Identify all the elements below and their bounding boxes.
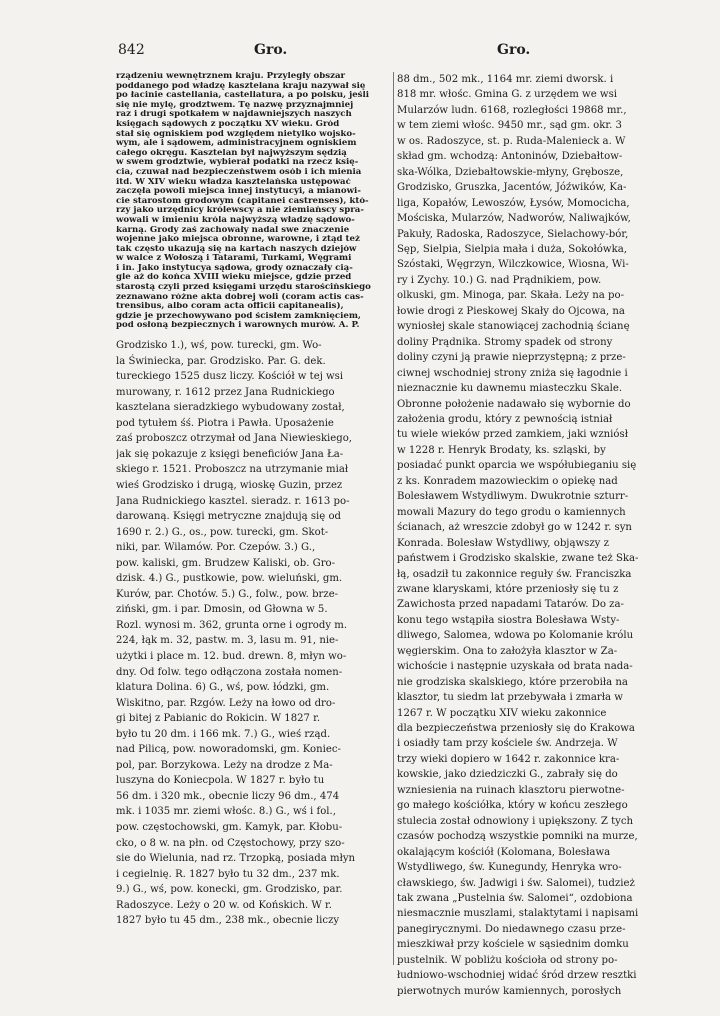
- text-line: zwane klaryskami, które przeniosły się tu z: [397, 583, 619, 595]
- text-line: Wstydliwego, św. Kunegundy, Henryka wro-: [397, 862, 622, 874]
- text-line: łowie drogi z Pieskowej Skały do Ojcowa, na: [397, 305, 625, 317]
- text-line: wieś Grodzisko i drugą, wioskę Guzin, przez: [116, 479, 343, 491]
- text-line: olkuski, gm. Minoga, par. Skała. Leży na po-: [397, 290, 625, 302]
- text-line: gle aż do końca XVIII wieku miejsce, gdzie przed: [116, 273, 352, 283]
- text-line: Pakuły, Radoska, Radoszyce, Sielachowy-bór,: [397, 228, 629, 240]
- text-line: Wiskitno, par. Rzgów. Leży na łowo od dro-: [116, 697, 336, 709]
- text-line: tureckiego 1525 dusz liczy. Kościół w tej wsi: [116, 371, 344, 383]
- text-line: łą, osadził tu zakonnice reguły św. Franciszka: [397, 568, 632, 580]
- text-line: Szóstaki, Węgrzyn, Wilczkowice, Wiosna, Wi-: [397, 259, 629, 271]
- text-line: ziński, gm. i par. Dmosin, od Głowna w 5.: [116, 604, 328, 616]
- text-line: kasztelana sieradzkiego wybudowany został,: [116, 402, 345, 414]
- text-line: 9.) G., wś, pow. konecki, gm. Grodzisko, par.: [116, 884, 343, 896]
- text-line: 1690 r. 2.) G., os., pow. turecki, gm. Skot-: [116, 526, 329, 538]
- text-line: sie do Wielunia, nad rz. Trzopką, posiada młyn: [116, 853, 356, 865]
- text-line: Mościska, Mularzów, Nadworów, Naliwajków,: [397, 213, 631, 225]
- text-line: klatura Dolina. 6) G., wś, pow. łódzki, gm.: [116, 682, 330, 694]
- text-line: 224, łąk m. 32, pastw. m. 3, lasu m. 91, nie-: [116, 635, 339, 647]
- text-line: stulecia został odnowiony i upiększony. Z tych: [397, 815, 634, 827]
- text-line: się nie mylę, grodztwem. Tę nazwę przyznajmniej: [116, 100, 354, 110]
- column-divider: [393, 72, 394, 965]
- text-line: wzniesienia na ruinach klasztoru pierwotne-: [397, 784, 625, 796]
- text-line: pierwotnych murów kamiennych, porosłych: [397, 985, 622, 997]
- text-line: 818 mr. włośc. Gmina G. z urzędem we wsi: [397, 89, 618, 101]
- text-line: całego okręgu. Kasztelan był najwyższym sędzią: [116, 148, 347, 158]
- text-line: 88 dm., 502 mk., 1164 mr. ziemi dworsk. i: [397, 74, 614, 85]
- text-line: trensibus, albo coram acta officii capitanealis),: [116, 302, 344, 312]
- text-line: okalającym kościół (Kolomana, Bolesława: [397, 846, 611, 858]
- text-line: w walce z Wołoszą i Tatarami, Turkami, Węgrami: [116, 254, 352, 264]
- text-line: pow. kaliski, gm. Brudzew Kaliski, ob. Gro-: [116, 557, 336, 569]
- text-line: raz i drugi spotkałem w najdawniejszych naszych: [116, 110, 352, 120]
- text-line: kowskie, jako dziedziczki G., zabrały się do: [397, 769, 618, 781]
- text-line: Radoszyce. Leży o 20 w. od Końskich. W r.: [116, 899, 332, 911]
- text-line: założenia grodu, który z pewnością istniał: [397, 413, 613, 425]
- text-line: tu wiele wieków przed zamkiem, jaki wzniósł: [397, 429, 628, 441]
- text-line: klasztor, tu siedm lat przebywała i zmarła w: [397, 692, 623, 704]
- text-line: niesmacznie muszlami, stalaktytami i napisami: [397, 908, 639, 920]
- text-line: zeznawano różne akta dobrej woli (coram actis cas-: [116, 292, 364, 302]
- text-line: pow. częstochowski, gm. Kamyk, par. Kłobu-: [116, 821, 343, 833]
- text-line: państwem i Grodzisko skalskie, zwane też Ska-: [397, 553, 639, 565]
- right-column: [397, 72, 676, 999]
- text-line: 56 dm. i 320 mk., obecnie liczy 96 dm., 474: [116, 790, 340, 802]
- left-column: [116, 72, 392, 929]
- text-line: ciwnej wschodniej strony zniża się łagodnie i: [397, 367, 628, 379]
- text-line: pustelnik. W pobliżu kościoła od strony po-: [397, 954, 618, 966]
- text-line: la Świniecka, par. Grodzisko. Par. G. dek.: [116, 355, 326, 367]
- text-line: Grodzisko 1.), wś, pow. turecki, gm. Wo-: [116, 340, 322, 352]
- text-line: mk. i 1035 mr. ziemi włośc. 8.) G., wś i fol.,: [116, 806, 336, 818]
- text-line: Mularzów ludn. 6168, rozległości 19868 mr.,: [397, 104, 627, 116]
- text-line: poddanego pod władzę kasztelana kraju nazywał się: [116, 81, 366, 91]
- text-line: wym, ale i sądowem, administracyjnem ogniskiem: [116, 139, 357, 149]
- text-line: Kurów, par. Chotów. 5.) G., folw., pow. brze-: [116, 588, 339, 600]
- text-line: itd. W XIV wieku władza kasztelańska ustępować: [116, 177, 351, 187]
- text-line: Obronne położenie nadawało się wybornie do: [397, 398, 631, 410]
- text-line: ry i Zychy. 10.) G. nad Prądnikiem, pow.: [397, 274, 602, 286]
- text-line: i cegielnię. R. 1827 było tu 32 dm., 237 mk.: [116, 868, 340, 880]
- text-line: łudniowo-wschodniej widać śród drzew resztki: [397, 970, 637, 982]
- text-line: mieszkiwał przy kościele w sąsiednim domku: [397, 939, 629, 951]
- text-line: Grodzisko, Gruszka, Jacentów, Jóźwików, Ka-: [397, 182, 627, 194]
- text-line: pod tytułem śś. Piotra i Pawła. Uposażenie: [116, 417, 334, 429]
- text-line: tak zwana „Pustelnia św. Salomei“, ozdobiona: [397, 893, 633, 905]
- text-line: luszyna do Koniecpola. W 1827 r. było tu: [116, 775, 325, 787]
- text-line: pod osłoną bezpiecznych i warownych murów. A. P.: [116, 321, 360, 331]
- page-number: 842: [118, 42, 145, 58]
- text-line: ska-Wólka, Dziebałtowskie-młyny, Grębosze,: [397, 166, 624, 178]
- section-gap: [116, 331, 392, 338]
- text-line: w os. Radoszyce, st. p. Ruda-Malenieck a. W: [397, 135, 626, 147]
- text-line: karną. Grody zaś zachowały nadal swe znaczenie: [116, 225, 350, 235]
- text-line: rzy jako urzędnicy królewscy a nie ziemiańscy spra-: [116, 206, 364, 216]
- page-header: [0, 42, 720, 66]
- text-line: Rozl. wynosi m. 362, grunta orne i ogrody m.: [116, 619, 348, 631]
- text-line: gi bitej z Pabianic do Rokicin. W 1827 r.: [116, 713, 321, 725]
- text-line: i osiadły tam przy kościele św. Andrzeja. W: [397, 738, 618, 750]
- text-line: 1827 było tu 45 dm., 238 mk., obecnie liczy: [116, 915, 340, 927]
- text-line: skład gm. wchodzą: Antoninów, Dziebałtow-: [397, 151, 623, 163]
- text-line: Zawichosta przed napadami Tatarów. Do za-: [397, 599, 624, 611]
- text-line: czasów pochodzą wszystkie pomniki na murze,: [397, 831, 638, 843]
- text-line: posiadać punkt oparcia we współubieganiu się: [397, 460, 637, 472]
- text-line: darowaną. Księgi metryczne znajdują się od: [116, 511, 341, 523]
- text-line: doliny Prądnika. Stromy spadek od strony: [397, 336, 613, 348]
- text-line: niki, par. Wilamów. Por. Czepów. 3.) G.,: [116, 542, 316, 554]
- text-line: 1267 r. W początku XIV wieku zakonnice: [397, 707, 607, 719]
- text-line: dla bezpieczeństwa przeniosły się do Krakowa: [397, 723, 635, 735]
- text-line: w tem ziemi włośc. 9450 mr., sąd gm. okr. 3: [397, 120, 622, 132]
- text-line: stał się ogniskiem pod względem nietylko wojsko-: [116, 129, 356, 139]
- text-line: węgierskim. Ona to założyła klasztor w Za-: [397, 645, 618, 657]
- text-line: liga, Kopałów, Lewoszów, Łysów, Momocicha,: [397, 197, 630, 209]
- text-line: skiego r. 1521. Proboszcz na utrzymanie miał: [116, 464, 349, 476]
- text-line: wyniosłej skale stanowiącej zachodnią ścianę: [397, 321, 630, 333]
- text-line: ścianach, aż wreszcie zdobył go w 1242 r. syn: [397, 522, 632, 534]
- text-line: tak często ukazują się na kartach naszych dziejów: [116, 244, 357, 254]
- text-line: doliny czyni ją prawie nieprzystępną; z prze-: [397, 352, 626, 364]
- text-line: dzisk. 4.) G., pustkowie, pow. wieluński, gm.: [116, 573, 343, 585]
- text-line: Konrada. Bolesław Wstydliwy, objąwszy z: [397, 537, 609, 549]
- text-line: rządzeniu wewnętrznem kraju. Przyległy obszar: [116, 72, 346, 81]
- text-line: cko, o 8 w. na płn. od Częstochowy, przy szo-: [116, 837, 345, 849]
- text-line: w 1228 r. Henryk Brodaty, ks. szląski, by: [397, 444, 606, 456]
- text-line: zaczęła powoli miejsca innej instytucyi, a mianowi-: [116, 187, 361, 197]
- text-line: gdzie je przechowywano pod ścisłem zamknięciem,: [116, 311, 361, 321]
- text-line: Bolesławem Wstydliwym. Dwukrotnie szturr-: [397, 491, 629, 503]
- text-line: wojenne jako miejsca obronne, warowne, i ztąd też: [116, 235, 360, 245]
- text-line: murowany, r. 1612 przez Jana Rudnickiego: [116, 386, 335, 398]
- text-line: po łacinie castellania, castellatura, a po polsku, jeśli: [116, 91, 370, 101]
- text-line: i in. Jako instytucya sądowa, grody oznaczały cią-: [116, 263, 353, 273]
- text-line: go małego kościółka, który w końcu zeszłego: [397, 800, 628, 812]
- text-line: cia, czuwał nad bezpieczeństwem osób i ich mienia: [116, 167, 362, 177]
- text-line: Sęp, Sielpia, Sielpia mała i duża, Sokołówka,: [397, 243, 627, 255]
- text-line: jak się pokazuje z księgi beneficiów Jana Ła-: [116, 448, 344, 460]
- text-line: dny. Od folw. tego odłączona została nomen-: [116, 666, 343, 678]
- text-line: panegirycznymi. Do niedawnego czasu prze-: [397, 923, 626, 935]
- text-line: starostą czyli przed księgami urzędu starościńskiego: [116, 283, 371, 293]
- text-line: zaś proboszcz otrzymał od Jana Niewieskiego,: [116, 433, 353, 445]
- text-line: Jana Rudnickiego kasztel. sieradz. r. 1613 po-: [116, 495, 350, 507]
- running-head-left: Gro.: [254, 42, 288, 58]
- text-line: cławskiego, św. Jadwigi i św. Salomei), tudzież: [397, 877, 635, 889]
- text-line: nad Pilicą, pow. noworadomski, gm. Koniec-: [116, 744, 341, 756]
- text-line: cie starostom grodowym (capitanei castrenses), któ-: [116, 196, 369, 206]
- text-line: księgach sądowych z początku XV wieku. Gród: [116, 119, 340, 129]
- text-line: użytki i place m. 12. bud. drewn. 8, młyn wo-: [116, 650, 347, 662]
- text-line: z ks. Konradem mazowieckim o opiekę nad: [397, 475, 618, 487]
- text-line: nie grodziska skalskiego, które przerobiła na: [397, 676, 628, 688]
- text-line: konu tego wstąpiła siostra Bolesława Wsty-: [397, 614, 620, 626]
- text-line: mowali Mazury do tego grodu o kamiennych: [397, 506, 626, 518]
- text-line: w swem grodztwie, wybierał podatki na rzecz księ-: [116, 158, 359, 168]
- text-line: dliwego, Salomea, wdowa po Kolomanie królu: [397, 630, 634, 642]
- text-line: wowali w imieniu króla najwyższą władzę sądowo-: [116, 215, 355, 225]
- text-line: nieznacznie ku dawnemu miasteczku Skale.: [397, 383, 623, 395]
- text-line: pol, par. Borzykowa. Leży na drodze z Ma-: [116, 759, 333, 771]
- text-line: wichoście i następnie uzyskała od brata nada-: [397, 661, 633, 673]
- running-head-right: Gro.: [497, 42, 531, 58]
- text-line: było tu 20 dm. i 166 mk. 7.) G., wieś rząd.: [116, 728, 331, 740]
- text-line: trzy wieki dopiero w 1642 r. zakonnice kra-: [397, 753, 620, 765]
